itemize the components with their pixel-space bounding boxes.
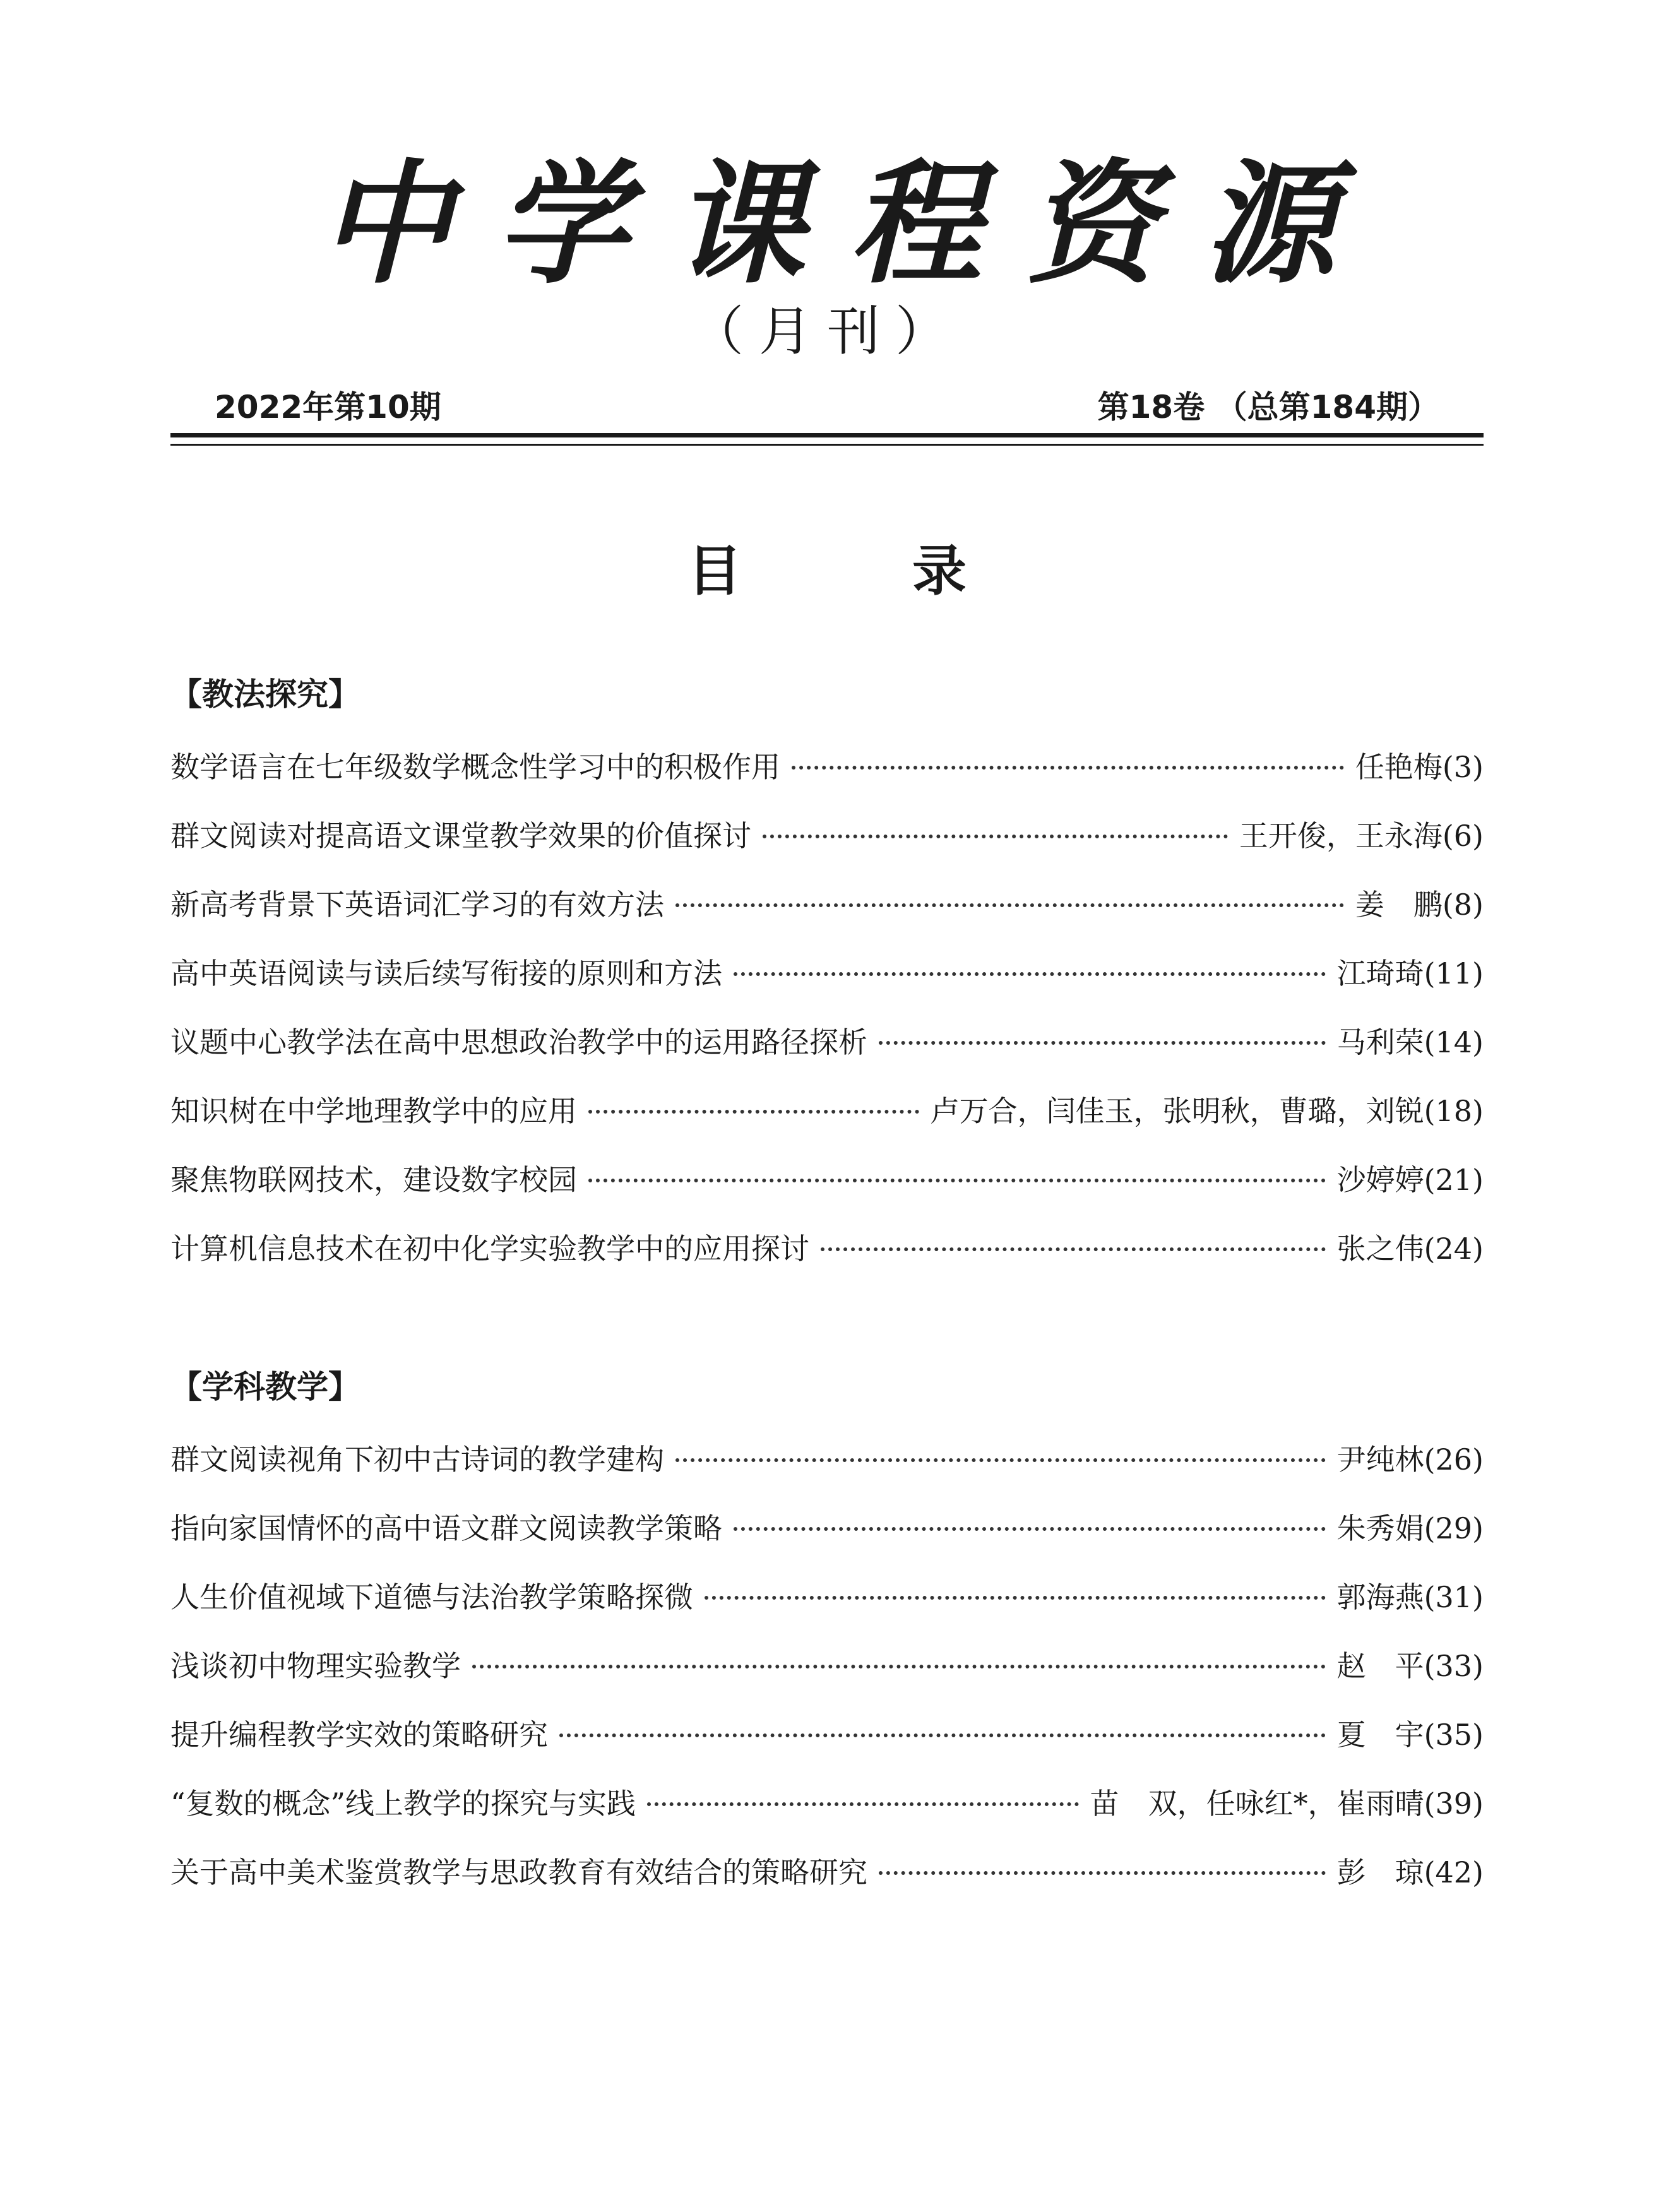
entry-title: 关于高中美术鉴赏教学与思政教育有效结合的策略研究	[170, 1855, 867, 1889]
entry-page: (29)	[1424, 1511, 1484, 1545]
entry-author: 尹纯林	[1336, 1442, 1424, 1477]
entry-page: (21)	[1424, 1163, 1484, 1197]
entry-author: 苗 双，任咏红*，崔雨晴	[1090, 1787, 1424, 1821]
entry-title: 计算机信息技术在初中化学实验教学中的应用探讨	[170, 1232, 809, 1266]
leader-dots	[821, 1247, 1326, 1251]
entry-title: 数学语言在七年级数学概念性学习中的积极作用	[170, 750, 780, 784]
leader-dots	[559, 1733, 1326, 1737]
leader-dots	[734, 972, 1326, 976]
entry-title: 新高考背景下英语词汇学习的有效方法	[170, 888, 664, 922]
entry-page: (26)	[1424, 1442, 1484, 1477]
entry-author: 江琦琦	[1336, 956, 1424, 990]
leader-dots	[647, 1802, 1079, 1806]
toc-entry[interactable]	[170, 1089, 1484, 1133]
toc-entry[interactable]	[170, 1158, 1484, 1202]
entry-author: 任艳梅	[1355, 750, 1443, 784]
entry-author: 王开俊，王永海	[1239, 819, 1443, 853]
header-rule-thick	[170, 433, 1484, 437]
entry-page: (24)	[1424, 1232, 1484, 1266]
toc-entry[interactable]	[170, 1713, 1484, 1757]
entry-author: 姜 鹏	[1355, 888, 1443, 922]
entry-title: 提升编程教学实效的策略研究	[170, 1718, 548, 1752]
entry-author: 马利荣	[1336, 1025, 1424, 1059]
entry-page: (6)	[1442, 819, 1484, 853]
toc-entry[interactable]	[170, 1781, 1484, 1826]
journal-title: 中学课程资源	[318, 146, 1379, 302]
leader-dots	[675, 903, 1344, 907]
leader-dots	[763, 835, 1228, 838]
toc-entry[interactable]	[170, 1020, 1484, 1064]
leader-dots	[879, 1871, 1326, 1875]
entry-author: 夏 宇	[1336, 1718, 1424, 1752]
entry-author: 张之伟	[1336, 1232, 1424, 1266]
toc-entry[interactable]	[170, 1506, 1484, 1550]
entry-author: 卢万合，闫佳玉，张明秋，曹璐，刘锐	[930, 1094, 1424, 1128]
entry-title: “复数的概念”线上教学的探究与实践	[170, 1787, 636, 1821]
entry-title: 高中英语阅读与读后续写衔接的原则和方法	[170, 956, 722, 990]
toc-entry[interactable]	[170, 1575, 1484, 1619]
entry-page: (11)	[1424, 956, 1484, 990]
entry-page: (33)	[1424, 1649, 1484, 1683]
toc-entry[interactable]	[170, 1644, 1484, 1688]
toc-title-char: 目	[687, 540, 742, 603]
entry-author: 沙婷婷	[1336, 1163, 1424, 1197]
leader-dots	[472, 1665, 1326, 1668]
entry-title: 知识树在中学地理教学中的应用	[170, 1094, 577, 1128]
entry-author: 彭 琼	[1336, 1855, 1424, 1889]
entry-author: 朱秀娟	[1336, 1511, 1424, 1545]
entry-page: (14)	[1424, 1025, 1484, 1059]
toc-entry[interactable]	[170, 883, 1484, 927]
entry-title: 群文阅读对提高语文课堂教学效果的价值探讨	[170, 819, 751, 853]
entry-title: 浅谈初中物理实验教学	[170, 1649, 461, 1683]
toc-entry[interactable]	[170, 951, 1484, 996]
volume-number: 第18卷 （总第184期）	[1097, 389, 1439, 425]
entry-page: (35)	[1424, 1718, 1484, 1752]
entry-title: 指向家国情怀的高中语文群文阅读教学策略	[170, 1511, 722, 1545]
toc-entry[interactable]	[170, 1850, 1484, 1894]
leader-dots	[705, 1596, 1326, 1600]
entry-page: (3)	[1442, 750, 1484, 784]
entry-title: 群文阅读视角下初中古诗词的教学建构	[170, 1442, 664, 1477]
journal-frequency: （月刊）	[690, 300, 963, 362]
entry-title: 聚焦物联网技术，建设数字校园	[170, 1163, 577, 1197]
issue-number: 2022年第10期	[215, 389, 441, 425]
entry-author: 郭海燕	[1336, 1580, 1424, 1614]
toc-title	[0, 537, 1654, 606]
entry-title: 议题中心教学法在高中思想政治教学中的运用路径探析	[170, 1025, 867, 1059]
issue-info-row	[170, 382, 1484, 426]
leader-dots	[675, 1458, 1326, 1462]
toc-entry[interactable]	[170, 814, 1484, 858]
leader-dots	[588, 1110, 919, 1114]
leader-dots	[879, 1041, 1326, 1045]
section-heading-subject-teaching: 【学科教学】	[170, 1369, 360, 1405]
leader-dots	[792, 766, 1344, 770]
entry-page: (31)	[1424, 1580, 1484, 1614]
entry-author: 赵 平	[1336, 1649, 1424, 1683]
leader-dots	[734, 1527, 1326, 1531]
toc-entry[interactable]	[170, 1437, 1484, 1482]
entry-page: (18)	[1424, 1094, 1484, 1128]
toc-entry[interactable]	[170, 1227, 1484, 1271]
entry-page: (42)	[1424, 1855, 1484, 1889]
toc-title-char: 录	[912, 540, 967, 603]
toc-entry[interactable]	[170, 745, 1484, 789]
header-rule-thin	[170, 444, 1484, 446]
leader-dots	[588, 1179, 1326, 1182]
section-heading-teaching-methods: 【教法探究】	[170, 676, 360, 713]
entry-title: 人生价值视域下道德与法治教学策略探微	[170, 1580, 693, 1614]
entry-page: (8)	[1442, 888, 1484, 922]
entry-page: (39)	[1424, 1787, 1484, 1821]
